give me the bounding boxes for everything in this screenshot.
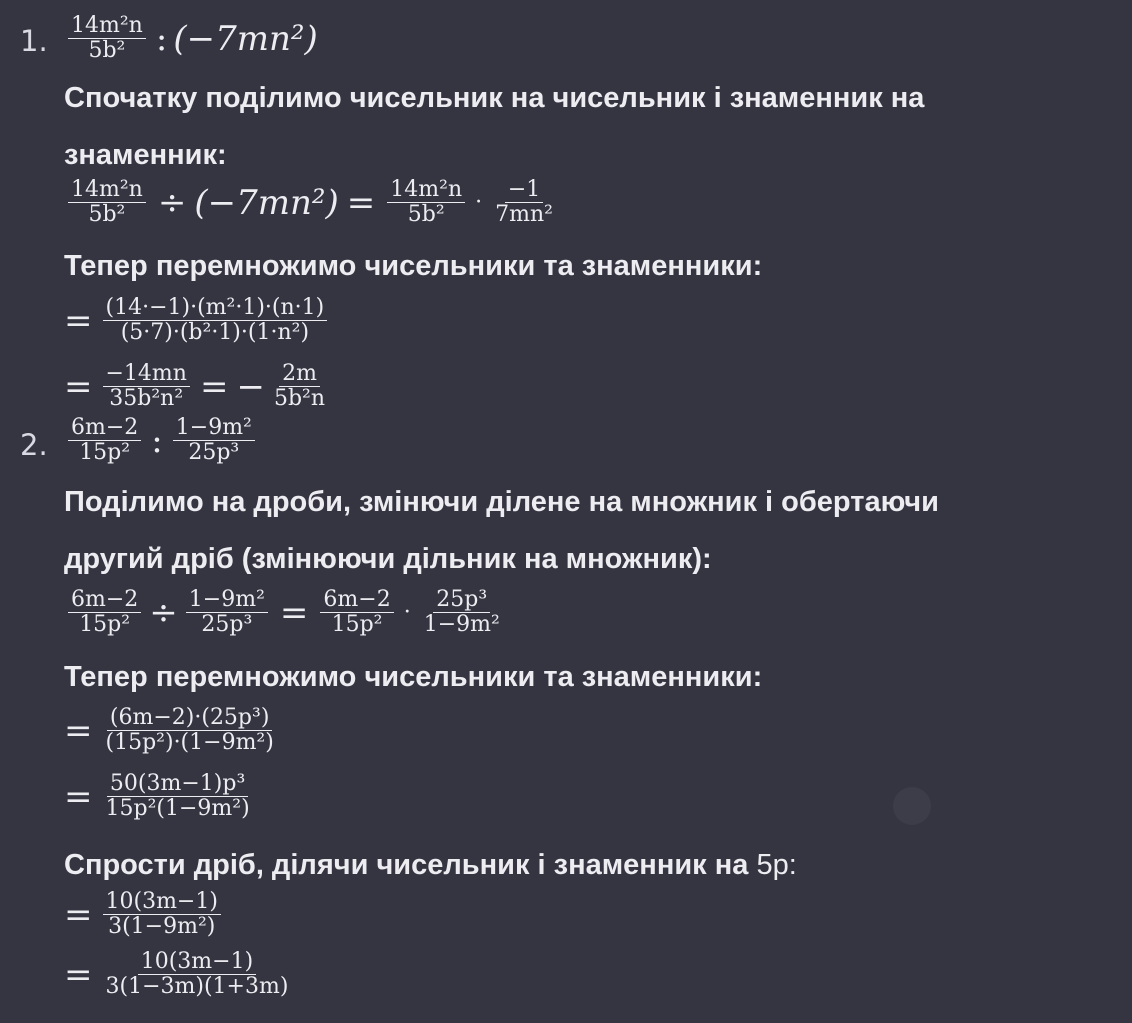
problem-2-step1-line2: другий дріб (змінюючи дільник на множник):: [64, 543, 712, 575]
problem-1-step1-line2: знаменник:: [64, 139, 227, 171]
problem-2-eq5: = $\frac{10(3m-1)}{3(1-3m)(1+3m)}$: [64, 949, 289, 1000]
problem-1-eq3: = $\frac{-14mn}{\text{35b²n²}}$ = − $\frac{2m}{\text{5b²n}}$: [64, 361, 326, 412]
divisor-value: 5p:: [756, 849, 797, 881]
task-fraction: $\frac{\text{14m²n}}{\text{5b²}}$: [68, 14, 146, 63]
problem-1-step2: Тепер перемножимо чисельники та знаменники:: [64, 250, 763, 282]
problem-1-number: 1.: [20, 24, 48, 58]
problem-1-task: $\frac{\text{14m²n}}{\text{5b²}}$ : (−7mn²): [64, 14, 318, 63]
problem-2-eq4: = $\frac{10(3m-1)}{\text{3(1−9m²)}}$: [58, 890, 225, 939]
problem-1-step1-line1: Спочатку поділимо чисельник на чисельник і знаменник на: [64, 82, 925, 114]
problem-2-eq2: = $\frac{\text{(6m−2)·(25p³)}}{\text{(15p²)·(1−9m²)}}$: [64, 705, 274, 756]
problem-2-eq1: $\frac{6m-2}{\text{15p²}}$ ÷ $\frac{\text{1−9m²}}{\text{25p³}}$ = $\frac{6m-2}{\text{15p²}}$ · $\frac{\text{25p³}}{\text{1−9m²}}$: [64, 588, 507, 637]
problem-1-eq1: $\frac{\text{14m²n}}{\text{5b²}}$ ÷ (−7mn²) = $\frac{\text{14m²n}}{\text{5b²}}$ · $\frac{-1}{\text{7mn²}}$: [64, 178, 560, 227]
problem-2-step1-line1: Поділимо на дроби, змінючи ділене на множник і обертаючи: [64, 486, 939, 518]
problem-2-step3: Спрости дріб, ділячи чисельник і знаменник на 5p:: [64, 849, 797, 881]
problem-2-step2: Тепер перемножимо чисельники та знаменники:: [64, 661, 763, 693]
problem-2-number: 2.: [20, 428, 48, 462]
decorative-circle: [893, 787, 931, 825]
problem-2-eq3: = $\frac{\text{50(3m−1)p³}}{\text{15p²(1−9m²)}}$: [64, 771, 250, 822]
problem-1-eq2: = $\frac{\text{(14·−1)·(m²·1)·(n·1)}}{\text{(5·7)·(b²·1)·(1·n²)}}$: [58, 296, 331, 345]
problem-2-task: $\frac{6m-2}{\text{15p²}}$ : $\frac{\text{1−9m²}}{\text{25p³}}$: [64, 416, 259, 465]
